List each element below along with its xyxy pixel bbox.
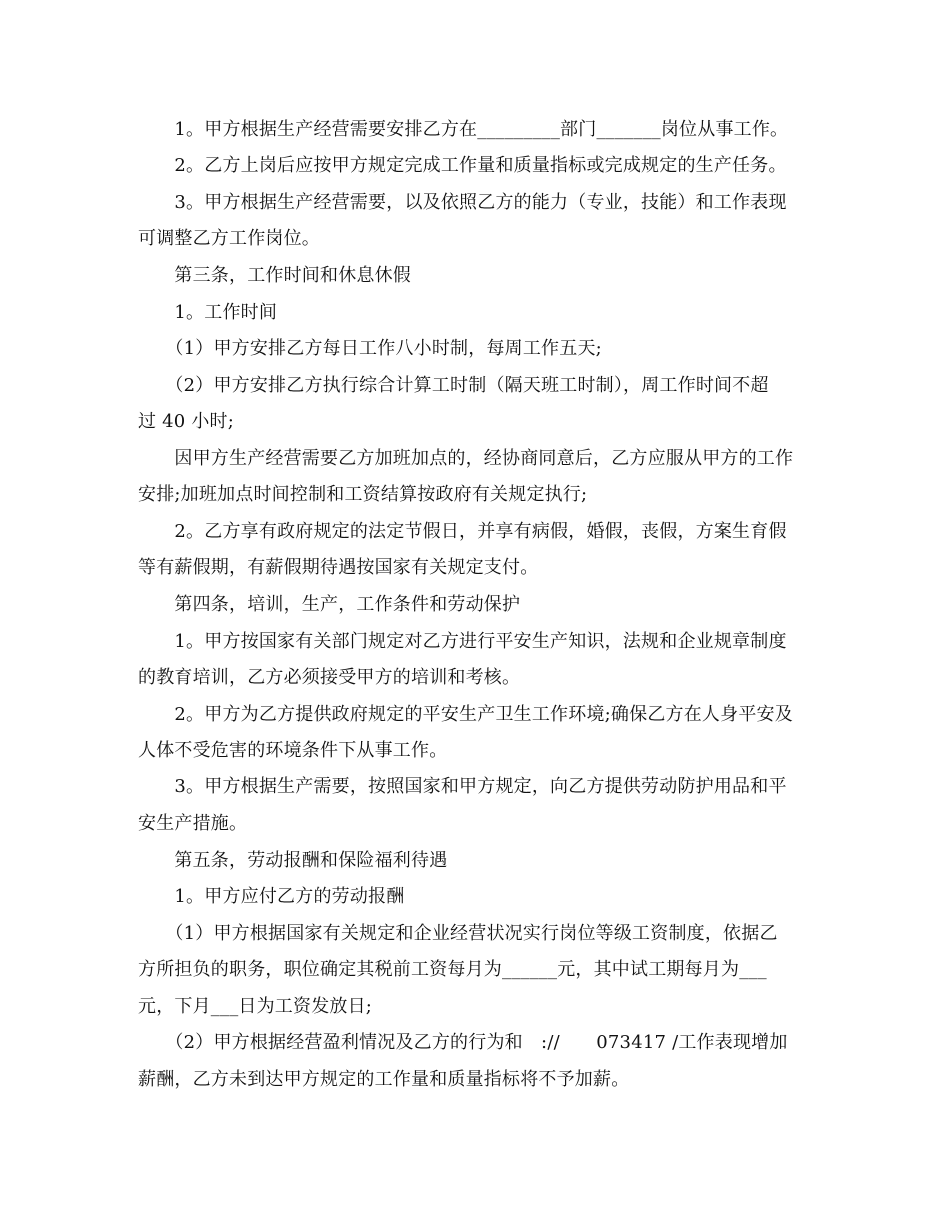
line-25: 元，下月___日为工资发放日;: [138, 996, 373, 1017]
line-20: 安生产措施。: [138, 813, 248, 834]
line-14: 第四条，培训，生产，工作条件和劳动保护: [138, 594, 521, 615]
line-13: 等有薪假期，有薪假期待遇按国家有关规定支付。: [138, 557, 539, 578]
line-6: 1。工作时间: [138, 302, 278, 323]
line-15: 1。甲方按国家有关部门规定对乙方进行平安生产知识，法规和企业规章制度: [138, 631, 787, 652]
line-5: 第三条，工作时间和休息休假: [138, 265, 411, 286]
line-16: 的教育培训，乙方必须接受甲方的培训和考核。: [138, 667, 521, 688]
line-24: 方所担负的职务，职位确定其税前工资每月为______元，其中试工期每月为___: [138, 959, 767, 980]
line-10: 因甲方生产经营需要乙方加班加点的，经协商同意后，乙方应服从甲方的工作: [138, 448, 794, 469]
line-8: （2）甲方安排乙方执行综合计算工时制（隔天班工时制），周工作时间不超: [138, 375, 769, 396]
line-19: 3。甲方根据生产需要，按照国家和甲方规定，向乙方提供劳动防护用品和平: [138, 776, 787, 797]
line-1: 1。甲方根据生产经营需要安排乙方在_________部门_______岗位从事工作。: [138, 119, 789, 140]
line-4: 可调整乙方工作岗位。: [138, 228, 320, 249]
line-27: 薪酬，乙方未到达甲方规定的工作量和质量指标将不予加薪。: [138, 1069, 630, 1090]
line-9: 过 40 小时;: [138, 411, 235, 432]
line-21: 第五条，劳动报酬和保险福利待遇: [138, 850, 448, 871]
line-12: 2。乙方享有政府规定的法定节假日，并享有病假，婚假，丧假，方案生育假: [138, 521, 787, 542]
line-11: 安排;加班加点时间控制和工资结算按政府有关规定执行;: [138, 484, 588, 505]
line-7: （1）甲方安排乙方每日工作八小时制，每周工作五天;: [138, 338, 602, 359]
line-22: 1。甲方应付乙方的劳动报酬: [138, 886, 405, 907]
line-3: 3。甲方根据生产经营需要，以及依照乙方的能力（专业，技能）和工作表现: [138, 192, 787, 213]
line-26: （2）甲方根据经营盈利情况及乙方的行为和 :// 073417 /工作表现增加: [138, 1032, 788, 1053]
line-2: 2。乙方上岗后应按甲方规定完成工作量和质量指标或完成规定的生产任务。: [138, 155, 787, 176]
line-18: 人体不受危害的环境条件下从事工作。: [138, 740, 448, 761]
line-23: （1）甲方根据国家有关规定和企业经营状况实行岗位等级工资制度，依据乙: [138, 923, 778, 944]
line-17: 2。甲方为乙方提供政府规定的平安生产卫生工作环境;确保乙方在人身平安及: [138, 704, 793, 725]
